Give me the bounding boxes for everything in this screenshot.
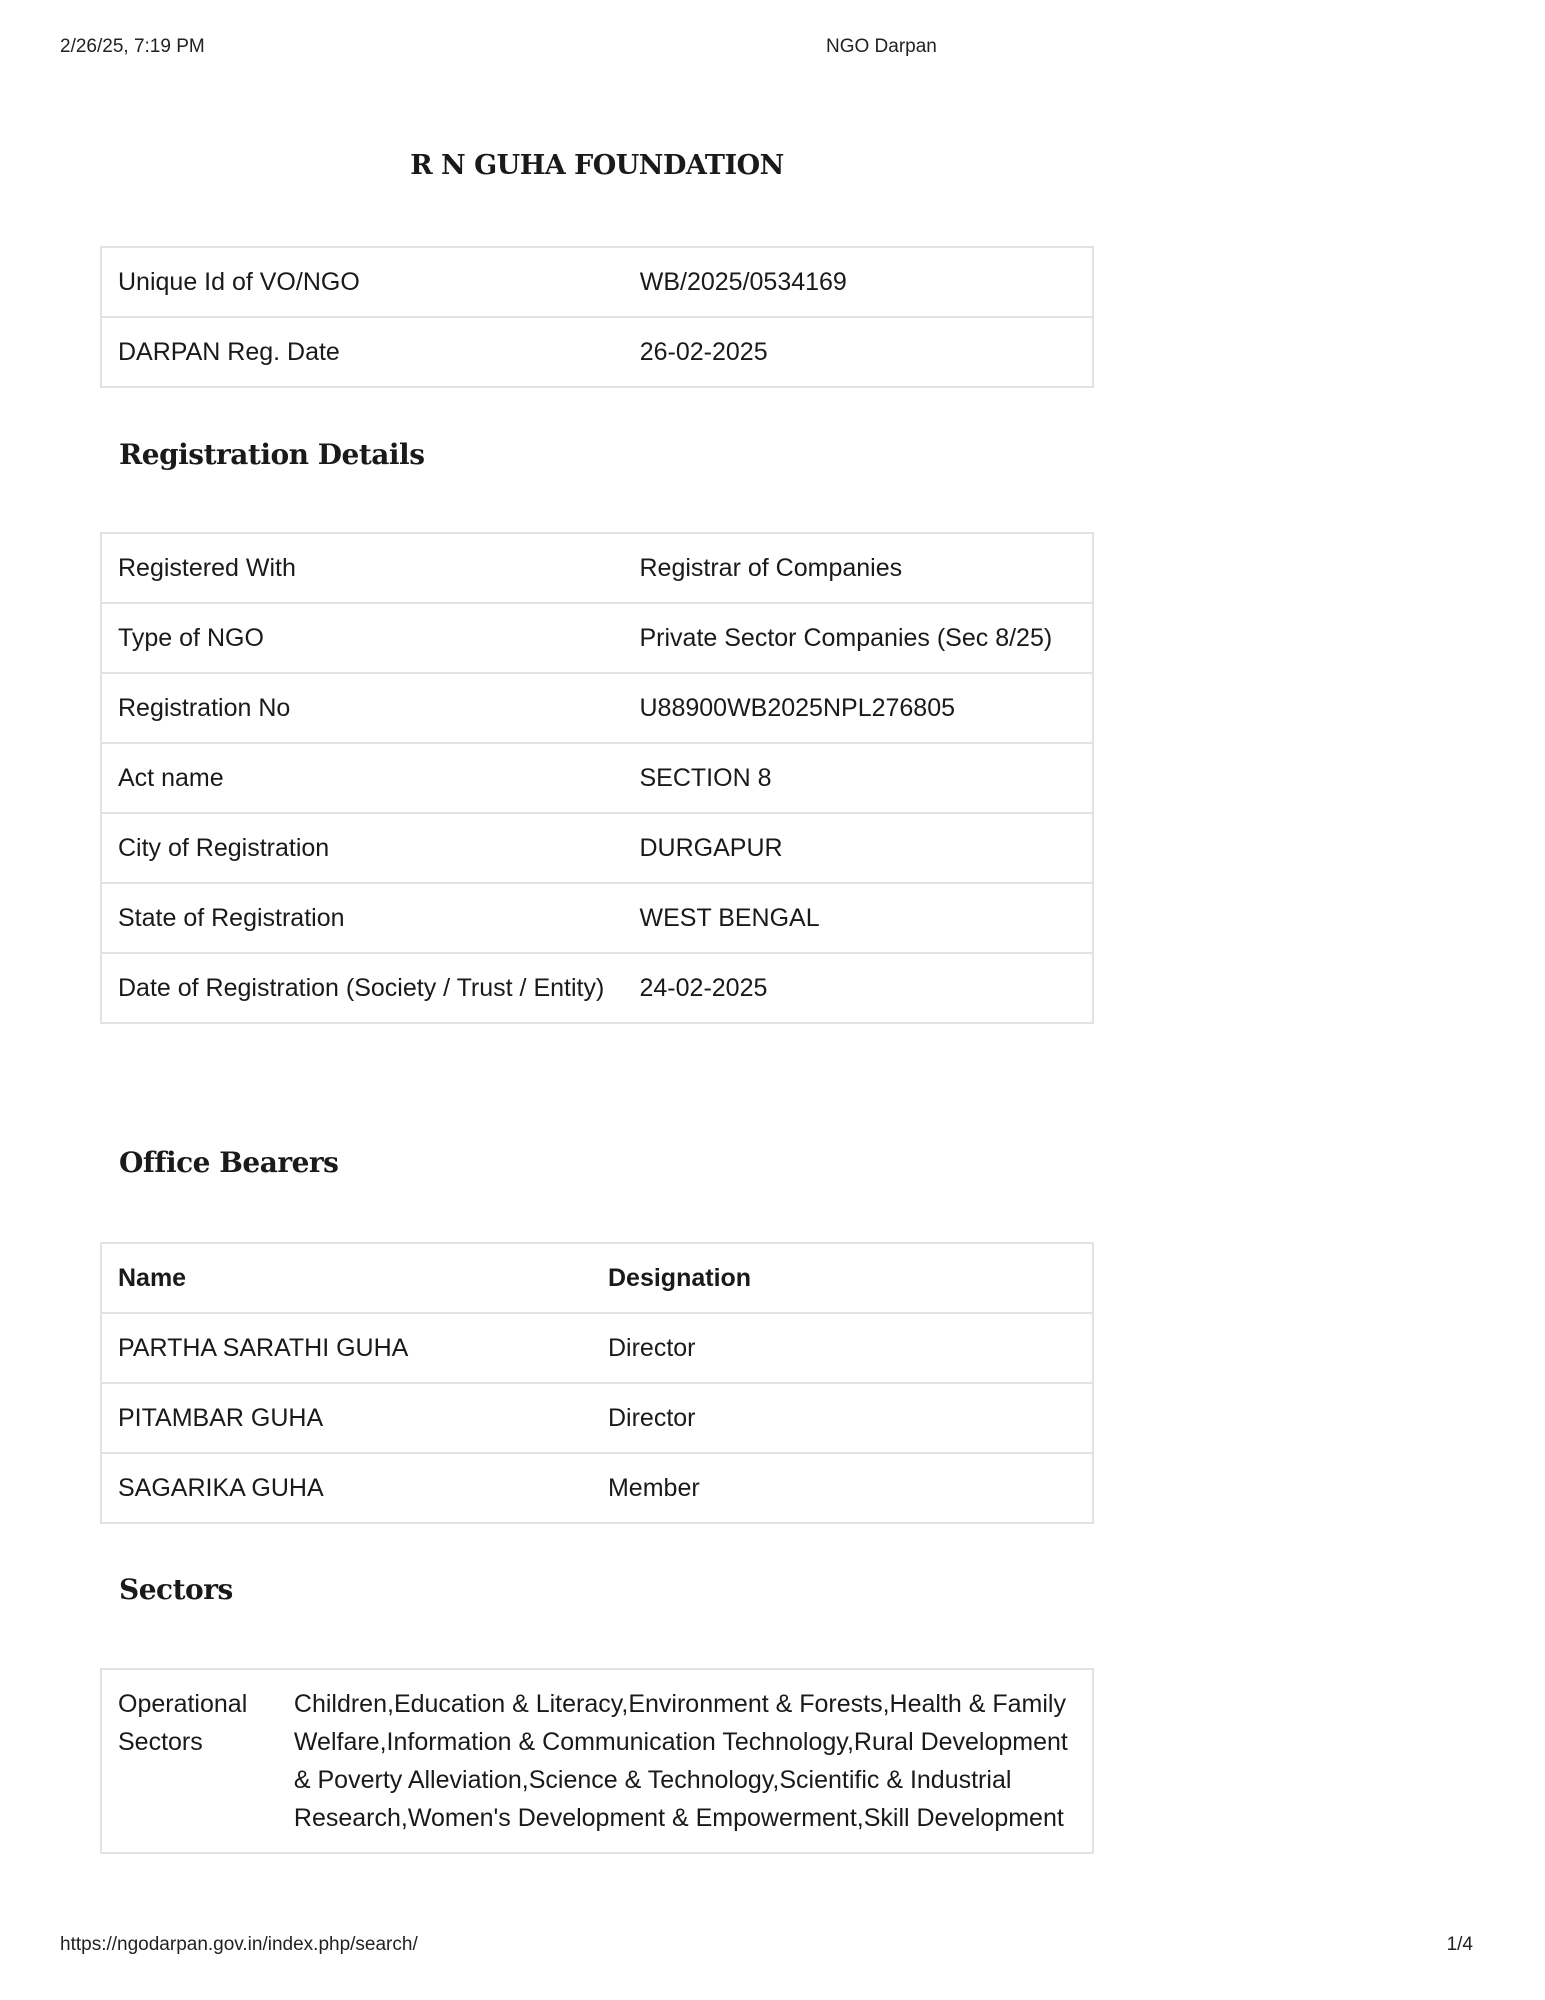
operational-sectors-value: Children,Education & Literacy,Environment & Forests,Health & Family Welfare,Information & Communication Technology,Rural Development & Poverty Alleviation,Science & Technology,Scientific & Industrial Research,Women's Development & Empowerment,Skill Development [294,1669,1093,1853]
type-of-ngo-value: Private Sector Companies (Sec 8/25) [624,603,1094,673]
date-of-registration-label: Date of Registration (Society / Trust / Entity) [101,953,624,1023]
registered-with-value: Registrar of Companies [624,533,1094,603]
organization-name: R N GUHA FOUNDATION [410,150,784,181]
bearer-name: PARTHA SARATHI GUHA [101,1313,592,1383]
office-bearers-table [100,1242,1094,1524]
table-row [101,1453,1093,1523]
sectors-heading: Sectors [119,1573,233,1606]
print-header-datetime: 2/26/25, 7:19 PM [60,36,205,57]
unique-id-value: WB/2025/0534169 [624,247,1093,317]
registration-no-value: U88900WB2025NPL276805 [624,673,1094,743]
table-row [101,1383,1093,1453]
table-row [101,533,1093,603]
table-row [101,743,1093,813]
print-header-site-title: NGO Darpan [826,36,937,57]
act-name-value: SECTION 8 [624,743,1094,813]
sectors-table [100,1668,1094,1854]
bearer-designation: Director [592,1313,1093,1383]
date-of-registration-value: 24-02-2025 [624,953,1094,1023]
state-of-registration-value: WEST BENGAL [624,883,1094,953]
column-header-name: Name [101,1243,592,1313]
registration-no-label: Registration No [101,673,624,743]
darpan-reg-date-value: 26-02-2025 [624,317,1093,387]
unique-id-label: Unique Id of VO/NGO [101,247,624,317]
registration-details-heading: Registration Details [119,438,425,471]
bearer-name: PITAMBAR GUHA [101,1383,592,1453]
table-row [101,317,1093,387]
table-row [101,813,1093,883]
bearer-designation: Member [592,1453,1093,1523]
city-of-registration-label: City of Registration [101,813,624,883]
type-of-ngo-label: Type of NGO [101,603,624,673]
registration-details-table [100,532,1094,1024]
table-row [101,247,1093,317]
table-row [101,883,1093,953]
office-bearers-heading: Office Bearers [119,1146,339,1179]
print-footer-page-number: 1/4 [1446,1934,1473,1955]
act-name-label: Act name [101,743,624,813]
print-footer-url: https://ngodarpan.gov.in/index.php/search/ [60,1934,418,1955]
operational-sectors-label: Operational Sectors [101,1669,294,1853]
bearer-designation: Director [592,1383,1093,1453]
table-row [101,953,1093,1023]
table-row [101,603,1093,673]
id-table [100,246,1094,388]
column-header-designation: Designation [592,1243,1093,1313]
registered-with-label: Registered With [101,533,624,603]
table-row [101,1669,1093,1853]
darpan-reg-date-label: DARPAN Reg. Date [101,317,624,387]
table-row [101,1313,1093,1383]
city-of-registration-value: DURGAPUR [624,813,1094,883]
table-header-row [101,1243,1093,1313]
table-row [101,673,1093,743]
bearer-name: SAGARIKA GUHA [101,1453,592,1523]
state-of-registration-label: State of Registration [101,883,624,953]
